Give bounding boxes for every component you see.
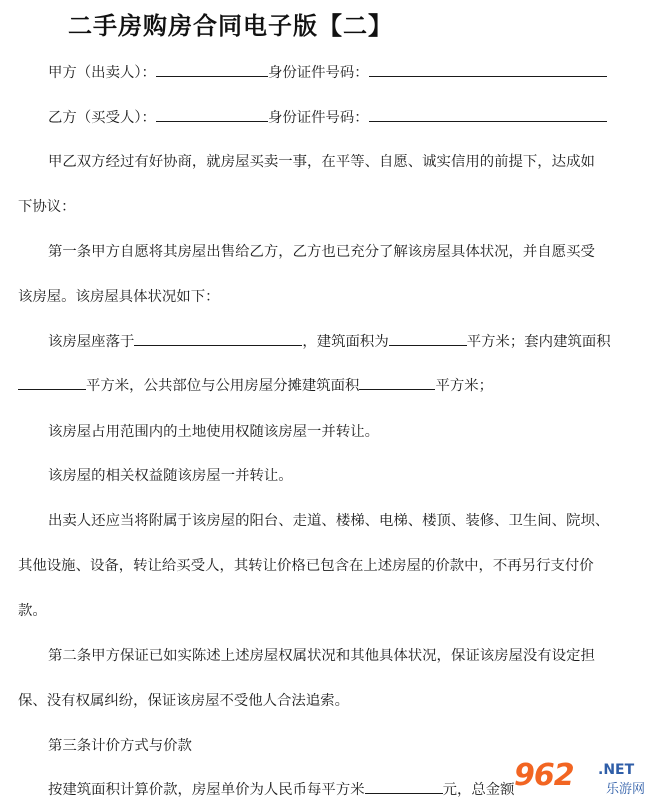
party-b-label: 乙方（买受人）： <box>48 110 156 126</box>
intro-line-1: 甲乙双方经过有好协商，就房屋买卖一事，在平等、自愿、诚实信用的前提下，达成如 <box>48 154 595 170</box>
location-line <box>48 330 611 351</box>
building-area-blank[interactable] <box>389 330 467 346</box>
article2-line-1: 第二条甲方保证已如实陈述上述房屋权属状况和其他具体状况，保证该房屋没有设定担 <box>48 648 595 664</box>
intro-line-2: 下协议： <box>18 199 76 215</box>
location-prefix: 该房屋座落于 <box>48 334 135 350</box>
attachments-line-1: 出卖人还应当将附属于该房屋的阳台、走道、楼梯、电梯、楼顶、装修、卫生间、院坝、 <box>48 513 610 529</box>
watermark-cn: 乐游网 <box>606 782 646 797</box>
area-unit3: 平方米； <box>435 378 494 394</box>
location-mid: ，建筑面积为 <box>302 334 389 350</box>
party-a-id-blank[interactable] <box>369 61 607 77</box>
party-a-name-blank[interactable] <box>156 61 268 77</box>
party-b-id-blank[interactable] <box>369 106 607 122</box>
article3-heading: 第三条计价方式与价款 <box>48 738 192 754</box>
party-a-label: 甲方（出卖人）： <box>48 65 156 81</box>
location-blank[interactable] <box>134 330 302 346</box>
site-watermark-logo <box>514 758 654 798</box>
article1-line-1: 第一条甲方自愿将其房屋出售给乙方，乙方也已充分了解该房屋具体状况，并自愿买受 <box>48 244 595 260</box>
party-a-id-label: 身份证件号码： <box>267 65 369 81</box>
watermark-net: .NET <box>598 762 635 778</box>
unit-price-blank[interactable] <box>365 778 443 794</box>
document-title: 二手房购房合同电子版【二】 <box>68 12 393 40</box>
area-unit2: 平方米，公共部位与公用房屋分摊建筑面积 <box>86 378 360 394</box>
pricing-prefix: 按建筑面积计算价款，房屋单价为人民币每平方米 <box>48 782 365 798</box>
watermark-962: 962 <box>514 758 574 793</box>
attachments-line-2: 其他设施、设备，转让给买受人，其转让价格已包含在上述房屋的价款中，不再另行支付价 <box>18 558 594 574</box>
land-use-line: 该房屋占用范围内的土地使用权随该房屋一并转让。 <box>48 424 379 440</box>
party-a-line <box>48 61 607 82</box>
location-unit1: 平方米；套内建筑面积 <box>466 334 611 350</box>
article2-line-2: 保、没有权属纠纷，保证该房屋不受他人合法追索。 <box>18 693 349 709</box>
pricing-suffix: 元，总金额 <box>442 782 515 798</box>
rights-line: 该房屋的相关权益随该房屋一并转让。 <box>48 468 293 484</box>
attachments-line-3: 款。 <box>18 603 47 619</box>
inner-area-blank[interactable] <box>18 374 86 390</box>
article1-line-2: 该房屋。该房屋具体状况如下： <box>18 289 220 305</box>
shared-area-blank[interactable] <box>359 374 435 390</box>
party-b-name-blank[interactable] <box>156 106 268 122</box>
area-line <box>18 374 493 395</box>
party-b-id-label: 身份证件号码： <box>267 110 369 126</box>
party-b-line <box>48 106 607 127</box>
pricing-line <box>48 778 515 799</box>
